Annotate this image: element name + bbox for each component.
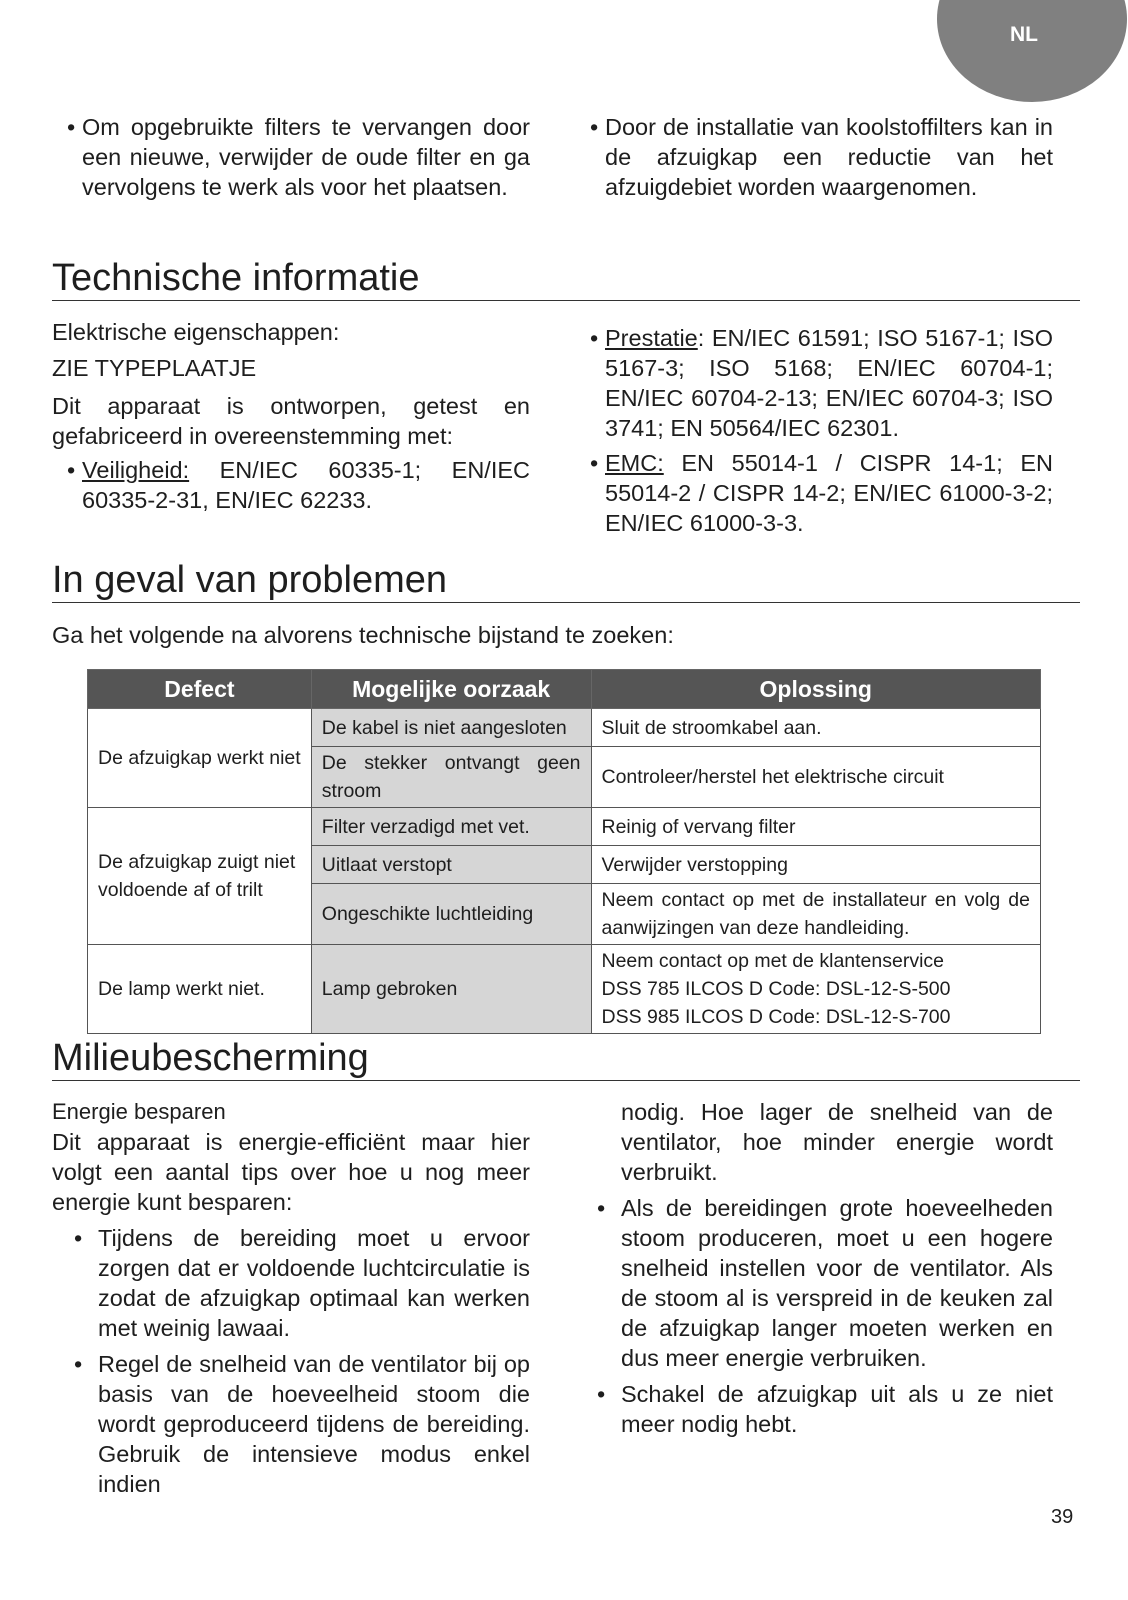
energy-tip: • Schakel de afzuigkap uit als u ze niet meer nodig hebt. [575,1379,1053,1439]
conformity-text: Dit apparaat is ontworpen, getest en gefabriceerd in overeenstemming met: [52,393,530,449]
troubleshooting-table [87,669,1041,1034]
language-label: NL [1010,23,1038,46]
table-row [88,709,1041,747]
language-tab [937,0,1127,102]
solution-cell: Sluit de stroomkabel aan. [591,709,1041,747]
solution-cell: Controleer/herstel het elektrische circuit [591,747,1041,808]
tech-right [575,323,1053,538]
safety-label: Veiligheid: [82,457,190,483]
electrical-label: Elektrische eigenschappen: [52,319,340,345]
tech-section-title: Technische informatie [52,256,1080,301]
energy-tip: • Tijdens de bereiding moet u ervoor zorgen dat er voldoende luchtcirculatie is zodat de afzuigkap optimaal kan werken met weinig lawaai. [52,1223,530,1343]
performance-bullet [575,323,1053,443]
energy-subtitle: Energie besparen [52,1099,226,1124]
intro-right [575,112,1053,202]
intro-left-bullet: • Om opgebruikte filters te vervangen door een nieuwe, verwijder de oude filter en ga vervolgens te werk als voor het plaatsen. [52,112,530,202]
cause-cell: De kabel is niet aangesloten [311,709,591,747]
emc-text: EN 55014-1 / CISPR 14-1; EN 55014-2 / CISPR 14-2; EN/IEC 61000-3-2; EN/IEC 61000-3-3. [605,450,1053,536]
problems-section-title: In geval van problemen [52,558,1080,603]
safety-bullet [52,455,530,515]
defect-cell: De afzuigkap werkt niet [88,709,312,808]
problems-intro: Ga het volgende na alvorens technische bijstand te zoeken: [52,622,674,648]
cause-cell: De stekker ontvangt geen stroom [311,747,591,808]
defect-cell: De afzuigkap zuigt niet voldoende af of trilt [88,808,312,945]
solution-line: DSS 985 ILCOS D Code: DSL-12-S-700 [601,1006,951,1028]
tech-left [52,317,530,515]
solution-cell [591,945,1041,1034]
intro-right-bullet: • Door de installatie van koolstoffilters kan in de afzuigkap een reductie van het afzuigdebiet worden waargenomen. [575,112,1053,202]
environment-right [575,1097,1053,1439]
cause-cell: Lamp gebroken [311,945,591,1034]
energy-intro: Dit apparaat is energie-efficiënt maar hier volgt een aantal tips over hoe u nog meer energie kunt besparen: [52,1129,530,1215]
performance-text: : EN/IEC 61591; ISO 5167-1; ISO 5167-3; ISO 5168; EN/IEC 60704-1; EN/IEC 60704-2-13; EN/IEC 60704-3; ISO 3741; EN 50564/IEC 62301. [605,325,1053,441]
header-solution: Oplossing [591,670,1041,709]
cause-cell: Uitlaat verstopt [311,846,591,884]
solution-line: DSS 785 ILCOS D Code: DSL-12-S-500 [601,978,951,1000]
energy-tip: • Regel de snelheid van de ventilator bij op basis van de hoeveelheid stoom die wordt geproduceerd tijdens de bereiding. Gebruik de intensieve modus enkel indien [52,1349,530,1499]
header-cause: Mogelijke oorzaak [311,670,591,709]
cause-cell: Ongeschikte luchtleiding [311,884,591,945]
emc-bullet [575,448,1053,538]
energy-tip: • Als de bereidingen grote hoeveelheden stoom produceren, moet u een hogere snelheid instellen voor de ventilator. Als de stoom al is verspreid in de keuken zal de afzuigkap langer moeten werken en dus meer energie verbruiken. [575,1193,1053,1373]
header-defect: Defect [88,670,312,709]
intro-left [52,112,530,202]
see-plate: ZIE TYPEPLAATJE [52,355,257,381]
table-header-row [88,670,1041,709]
performance-label: Prestatie [605,325,698,351]
safety-text: EN/IEC 60335-1; EN/IEC 60335-2-31, EN/IEC 62233. [82,457,530,513]
solution-cell: Reinig of vervang filter [591,808,1041,846]
solution-line: Neem contact op met de klantenservice [601,950,945,972]
defect-cell: De lamp werkt niet. [88,945,312,1034]
energy-tip-continued: nodig. Hoe lager de snelheid van de ventilator, hoe minder energie wordt verbruikt. [621,1099,1053,1185]
environment-left [52,1097,530,1499]
page-number: 39 [1051,1506,1074,1528]
solution-cell: Verwijder verstopping [591,846,1041,884]
environment-section-title: Milieubescherming [52,1036,1080,1081]
table-row [88,945,1041,1034]
emc-label: EMC: [605,450,664,476]
cause-cell: Filter verzadigd met vet. [311,808,591,846]
solution-cell: Neem contact op met de installateur en volg de aanwijzingen van deze handleiding. [591,884,1041,945]
table-row [88,808,1041,846]
